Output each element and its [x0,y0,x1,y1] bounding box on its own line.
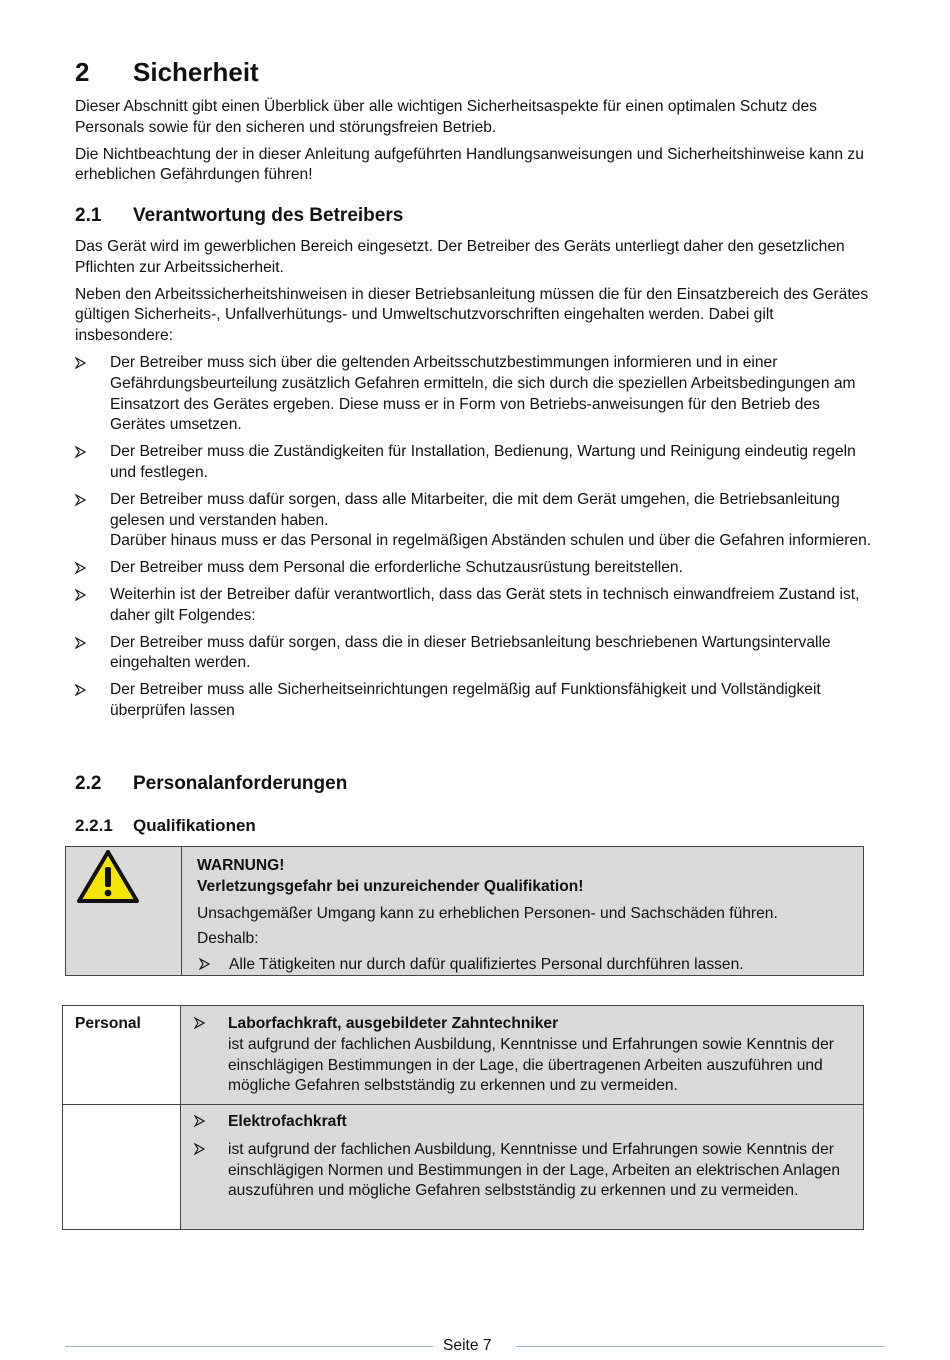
subsection-number: 2.2 [75,773,102,794]
bullet-text: Der Betreiber muss alle Sicherheitseinrichtungen regelmäßig auf Funktionsfähigkeit und Vollständigkeit überprüfen lassen [110,681,821,719]
intro [75,97,875,192]
arrow-bullet-icon [75,585,91,606]
qualification-description: ist aufgrund der fachlichen Ausbildung, Kenntnisse und Erfahrungen sowie Kenntnis der einschlägigen Normen und Bestimmungen in der Lage, Arbeiten an elektrischen Anlagen auszuführen und mögliche Gefahren selbstständig zu erkennen und zu vermeiden. [228,1140,841,1200]
list-item [75,633,875,675]
warning-content [197,856,847,976]
arrow-bullet-icon [75,353,91,374]
personnel-table [62,1005,864,1230]
list-item [75,442,875,484]
arrow-bullet-icon [194,1014,205,1035]
section-number: 2 [75,57,90,87]
bullet-text: Der Betreiber muss die Zuständigkeiten für Installation, Bedienung, Wartung und Reinigung eindeutig regeln und festlegen. [110,443,856,481]
warning-box [65,846,864,976]
personnel-row-2 [181,1112,863,1202]
personnel-label-cell [63,1006,181,1229]
arrow-bullet-icon [75,490,91,511]
subsection-heading-2-2-1 [75,815,875,837]
section-title: Sicherheit [133,57,259,87]
qualification-title: Elektrofachkraft [228,1113,347,1130]
personnel-label: Personal [75,1015,141,1032]
bullet-text: Weiterhin ist der Betreiber dafür verantwortlich, dass das Gerät stets in technisch einwandfreiem Zustand ist, daher gilt Folgendes: [110,585,860,624]
operator-bullet-list [75,353,875,722]
personnel-row-1 [181,1014,863,1097]
list-item [181,1140,863,1202]
arrow-bullet-icon [194,1140,205,1161]
bullet-text: Der Betreiber muss dem Personal die erforderliche Schutzausrüstung bereitstellen. [110,559,683,577]
list-item [75,558,875,579]
list-item [75,680,875,722]
arrow-bullet-icon [75,680,91,701]
arrow-bullet-icon [199,955,210,976]
qualification-description: ist aufgrund der fachlichen Ausbildung, Kenntnisse und Erfahrungen sowie Kenntnis der einschlägigen Bestimmungen in der Lage, die übertragenen Arbeiten auszuführen und mögliche Gefahren selbstständig zu erkennen und zu vermeiden. [228,1035,834,1095]
list-item [181,1014,863,1097]
warning-bullet [197,955,847,976]
list-item [181,1112,863,1133]
page-footer [65,1336,885,1356]
warning-signal-word: WARNUNG! [197,857,285,874]
footer-rule-left [65,1346,433,1347]
subsection-title: Verantwortung des Betreibers [133,205,404,226]
warning-triangle-icon [76,849,140,905]
subsection-title: Personalanforderungen [133,773,348,794]
operator-paragraph-2: Neben den Arbeitssicherheitshinweisen in dieser Betriebsanleitung müssen die für den Einsatzbereich des Gerätes gültigen Sicherheits-, Unfallverhütungs- und Umweltschutzvorschriften eingehalten werden. Dabei gilt insbesondere: [75,285,869,345]
operator-section [75,237,875,728]
subsection-number: 2.2.1 [75,816,113,835]
subsection-number: 2.1 [75,205,102,226]
warning-bullet-text: Alle Tätigkeiten nur durch dafür qualifiziertes Personal durchführen lassen. [229,956,744,974]
list-item [75,585,875,627]
subsection-title: Qualifikationen [133,816,256,835]
bullet-text: Der Betreiber muss dafür sorgen, dass alle Mitarbeiter, die mit dem Gerät umgehen, die Betriebsanleitung gelesen und verstanden haben. [110,490,840,529]
arrow-bullet-icon [75,442,91,463]
list-item [75,353,875,436]
section-heading [75,56,259,88]
warning-lead: Deshalb: [197,930,259,948]
bullet-text: Der Betreiber muss dafür sorgen, dass die in dieser Betriebsanleitung beschriebenen Wartungsintervalle eingehalten werden. [110,633,831,672]
bullet-text-continued: Darüber hinaus muss er das Personal in regelmäßigen Abständen schulen und über die Gefahren informieren. [110,532,872,550]
operator-paragraph-1: Das Gerät wird im gewerblichen Bereich eingesetzt. Der Betreiber des Geräts unterliegt daher den gesetzlichen Pflichten zur Arbeitssicherheit. [75,238,845,276]
warning-text: Unsachgemäßer Umgang kann zu erheblichen Personen- und Sachschäden führen. [197,904,778,922]
qualification-title: Laborfachkraft, ausgebildeter Zahntechniker [228,1015,559,1032]
arrow-bullet-icon [75,633,91,654]
warning-headline: Verletzungsgefahr bei unzureichender Qualifikation! [197,877,584,895]
arrow-bullet-icon [194,1112,205,1133]
subsection-heading-2-1 [75,204,875,228]
bullet-text: Der Betreiber muss sich über die geltenden Arbeitsschutzbestimmungen informieren und in einer Gefährdungsbeurteilung zusätzlich Gefahren ermitteln, die sich durch die speziellen Arbeitsbedingungen am Einsatzort des Gerätes ergeben. Diese muss er in Form von Betriebs-anweisungen für den Betrieb des Gerätes umsetzen. [110,353,856,434]
list-item [75,490,875,552]
intro-paragraph-1: Dieser Abschnitt gibt einen Überblick über alle wichtigen Sicherheitsaspekte für einen optimalen Schutz des Personals sowie für den sicheren und störungsfreien Betrieb. [75,98,817,136]
intro-paragraph-2: Die Nichtbeachtung der in dieser Anleitung aufgeführten Handlungsanweisungen und Sicherheitshinweise kann zu erheblichen Gefährdungen führen! [75,145,864,184]
page-number: Seite 7 [443,1337,492,1354]
footer-rule-right [516,1346,885,1347]
subsection-heading-2-2 [75,772,875,796]
arrow-bullet-icon [75,558,91,579]
